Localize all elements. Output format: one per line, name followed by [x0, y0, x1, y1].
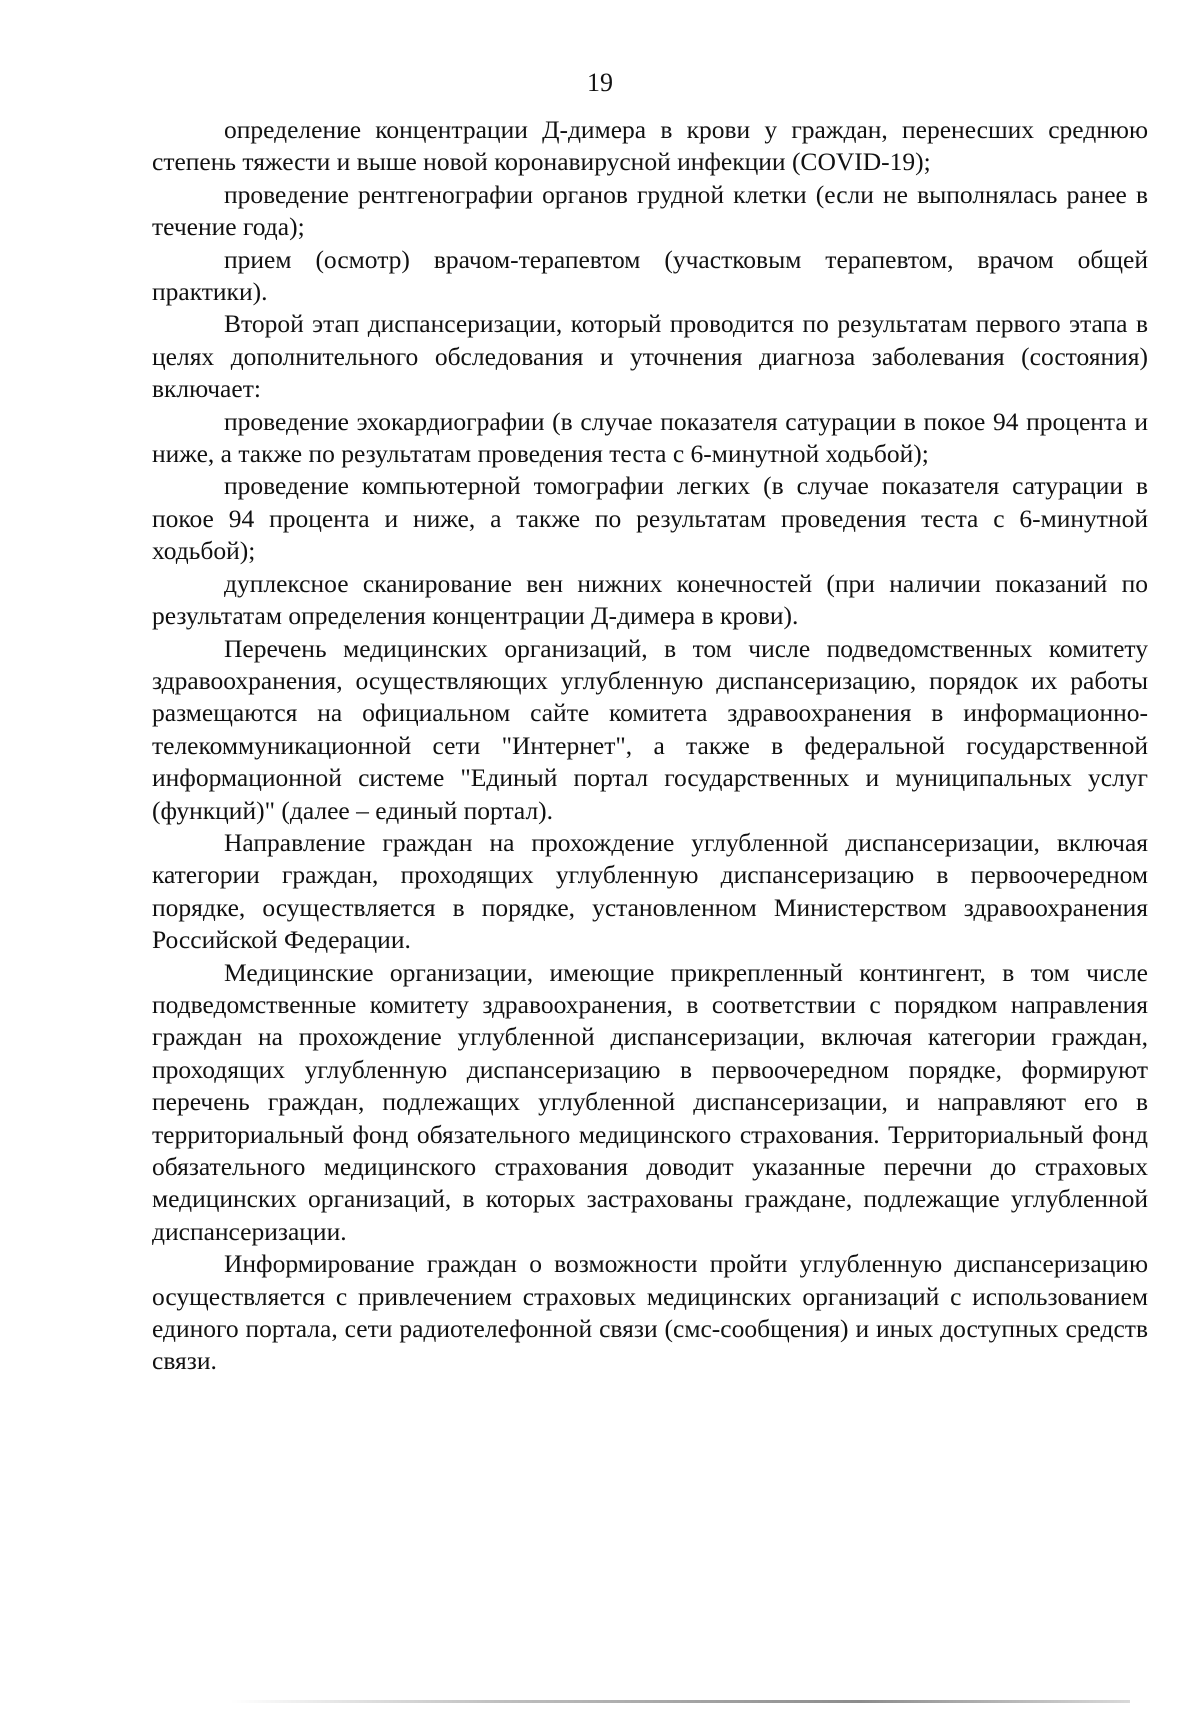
paragraph-chest-xray: проведение рентгенографии органов грудной клетки (если не выполнялась ранее в течение года);: [152, 179, 1148, 242]
paragraph-referral: Направление граждан на прохождение углубленной диспансеризации, включая категории граждан, проходящих углубленную диспансеризацию в первоочередном порядке, осуществляется в порядке, установленном Министерством здравоохранения Российской Федерации.: [152, 827, 1148, 955]
page-number: 19: [587, 68, 613, 97]
scan-artifact: [230, 1700, 1130, 1703]
paragraph-duplex-scan: дуплексное сканирование вен нижних конечностей (при наличии показаний по результатам определения концентрации Д-димера в крови).: [152, 568, 1148, 631]
paragraph-d-dimer: определение концентрации Д-димера в крови у граждан, перенесших среднюю степень тяжести и выше новой коронавирусной инфекции (COVID-19);: [152, 115, 1148, 177]
paragraph-second-stage: Второй этап диспансеризации, который проводится по результатам первого этапа в целях дополнительного обследования и уточнения диагноза заболевания (состояния) включает:: [152, 309, 1148, 404]
document-body: [152, 114, 1148, 1378]
paragraph-organizations-list: Перечень медицинских организаций, в том числе подведомственных комитету здравоохранения, осуществляющих углубленную диспансеризацию, порядок их работы размещаются на официальном сайте комитета здравоохранения в информационно-телекоммуникационной сети "Интернет", а также в федеральной государственной информационной системе "Единый портал государственных и муниципальных услуг (функций)" (далее – единый портал).: [152, 633, 1148, 825]
paragraph-therapist-visit: прием (осмотр) врачом-терапевтом (участковым терапевтом, врачом общей практики).: [152, 244, 1148, 307]
paragraph-informing: Информирование граждан о возможности пройти углубленную диспансеризацию осуществляется с привлечением страховых медицинских организаций с использованием единого портала, сети радиотелефонной связи (смс-сообщения) и иных доступных средств связи.: [152, 1249, 1148, 1376]
paragraph-ct-lungs: проведение компьютерной томографии легких (в случае показателя сатурации в покое 94 процента и ниже, а также по результатам проведения теста с 6-минутной ходьбой);: [152, 471, 1148, 566]
paragraph-echocardiography: проведение эхокардиографии (в случае показателя сатурации в покое 94 процента и ниже, а также по результатам проведения теста с 6-минутной ходьбой);: [152, 406, 1148, 469]
paragraph-medical-organizations: Медицинские организации, имеющие прикрепленный контингент, в том числе подведомственные комитету здравоохранения, в соответствии с порядком направления граждан на прохождение углубленной диспансеризации, включая категории граждан, проходящих углубленную диспансеризацию в первоочередном порядке, формируют перечень граждан, подлежащих углубленной диспансеризации, и направляют его в территориальный фонд обязательного медицинского страхования. Территориальный фонд обязательного медицинского страхования доводит указанные перечни до страховых медицинских организаций, в которых застрахованы граждане, подлежащие углубленной диспансеризации.: [152, 957, 1148, 1246]
